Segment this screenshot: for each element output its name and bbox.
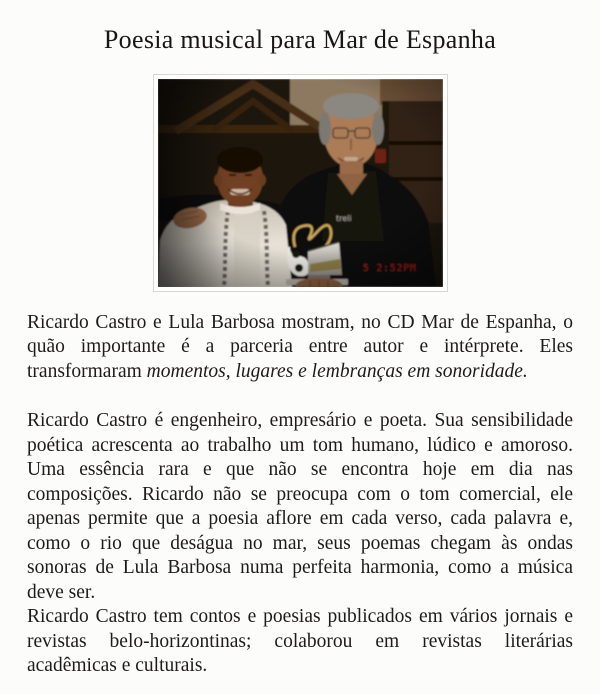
article-photo	[153, 74, 448, 292]
paragraph-1-italic-text: momentos, lugares e lembranças em sonoridade.	[146, 360, 528, 382]
photo-illustration	[158, 79, 443, 287]
paragraph-1-text: Ricardo Castro e Lula Barbosa mostram, no CD Mar de Espanha, o quão importante é a parceria entre autor e intérprete. Eles transformaram	[27, 311, 573, 382]
article-paragraph-3: Ricardo Castro tem contos e poesias publicados em vários jornais e revistas belo-horizontinas; colaborou em revistas literárias acadêmicas e culturais.	[27, 606, 573, 677]
article-paragraph-2: Ricardo Castro é engenheiro, empresário e poeta. Sua sensibilidade poética acrescenta ao trabalho um tom humano, lúdico e amoroso. Uma essência rara e que não se encontra hoje em dia nas composições. Ricardo não se preocupa com o tom comercial, ele apenas permite que a poesia aflore em cada verso, cada palavra e, como o rio que deságua no mar, seus poemas chegam às ondas sonoras de Lula Barbosa numa perfeita harmonia, como a música deve ser.	[27, 410, 573, 603]
page-title: Poesia musical para Mar de Espanha	[103, 25, 497, 54]
article-body	[27, 311, 573, 679]
article-paragraph-1	[27, 311, 573, 385]
